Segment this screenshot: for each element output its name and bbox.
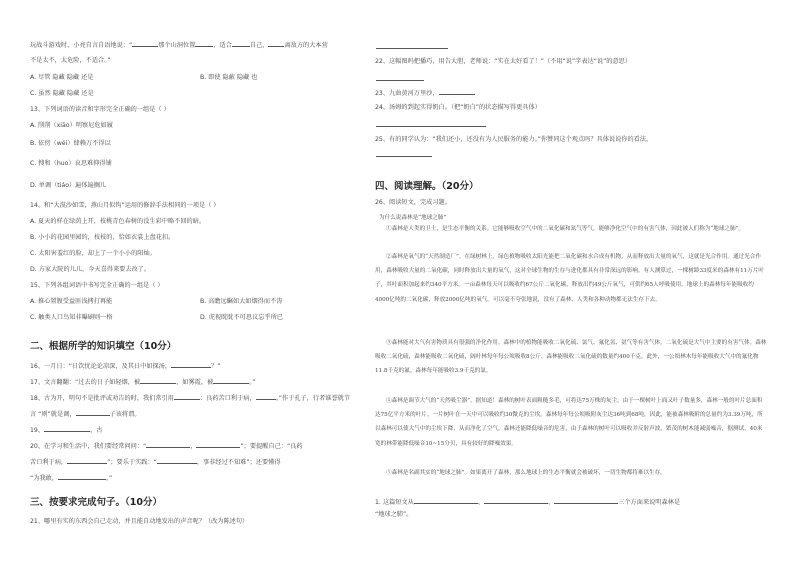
reading-q1-line2: “地球之肺”。 (375, 511, 413, 518)
q12-option-c[interactable]: C. 虽然 隐藏 隐藏 还是 (30, 90, 94, 97)
q13-stem: 13、下列词语的读音和字形完全正确的一组是（ ） (30, 106, 170, 113)
answer-blank[interactable] (256, 393, 276, 400)
answer-blank[interactable] (196, 441, 240, 448)
passage-paragraph-3: ③森林能对大气有害物质具有很强的净化作用。森林中的植物能吸收二氧化硫、氯气、氟化氢、氨气等有害气体。二氧化硫是大气中主要的有害气体。森林吸收二氧化硫，森林能吸收二氧化硫，阔叶林每年每公顷吸收8公斤、森林能吸收二氧化硫的数量约400千克。此外，一公顷林木每年能吸收大气中的氟化物11.8千克的氟。森林每年能吸收3.9千克的氯。 (375, 340, 767, 375)
q18-line1: 18、古为开，明句不是批评或劝告的时，我们常引用 ：良药苦口利于病， 。”作于孔子，行者谁誉就节 (30, 395, 351, 402)
q13-option-b[interactable]: B. 依傍（wéi）肆赖万不得以 (30, 140, 111, 147)
section-3-title: 三、按要求完成句子。（10分） (30, 497, 162, 508)
q21: 21、哪里有实的东西会自己走动，并且能自动地发出的声音呢？（改为陈述句） (30, 518, 249, 525)
q14-option-b[interactable]: B. 小小的花园里园的，枝枝的，恰如衣裳上盘花扣。 (30, 234, 175, 241)
answer-blank[interactable] (174, 393, 200, 400)
q14-option-c[interactable]: C. 太阳害羞红的脸，却上了一个小小的阳灿。 (30, 250, 156, 257)
reading-q1-line1: 1. 这篇短文从 、 、 三个方面来说明森林是 (375, 499, 681, 506)
q12-stem-line2: 不是太不，太危险，不适合。” (30, 57, 111, 64)
answer-blank[interactable] (171, 361, 211, 368)
answer-blank[interactable] (140, 377, 176, 384)
q17: 17、文言翻翻：“过去的日子如轻烟，被 ，如雾霞，被 。” (30, 379, 256, 386)
answer-blank[interactable] (213, 377, 249, 384)
q14-option-a[interactable]: A. 夏天的样在绿荫上开，枝桃青色春树的没生彩中略不回的暗。 (30, 218, 206, 225)
q24-answer-line[interactable] (376, 126, 486, 127)
answer-blank[interactable] (76, 409, 110, 416)
section-2-title: 二、根据所学的知识填空（10分） (30, 341, 177, 352)
q20-line1: 20、在学习和生活中，我们要经常问问：“ ， ”；要提醒自己：“良药 (30, 443, 303, 450)
q23: 23、九曲黄河万里沙， (375, 88, 475, 98)
q25-answer-line[interactable] (376, 156, 432, 157)
passage-paragraph-5: ⑤森林是名副其实的“地球之肺”。如果离开了森林，那么地球上的生态平衡就会被破坏，一切生物都将难以生存。 (386, 470, 666, 476)
answer-blank[interactable] (484, 497, 548, 504)
q13-option-a[interactable]: A. 削削（xiāo）明察尼危如履 (30, 122, 113, 129)
answer-blank[interactable] (44, 425, 90, 432)
section-4-title: 四、阅读理解。（20分） (375, 181, 479, 192)
answer-blank[interactable] (146, 441, 190, 448)
q13-option-c[interactable]: C. 搜和（huo）哀思难抑得铺 (30, 160, 112, 167)
answer-blank[interactable] (67, 457, 107, 464)
q18-line2: 言 “则”就是调， 子该将谓。 (30, 411, 141, 418)
q12-stem-line1: 玩战斗游戏时，小亮自言自语地说：“ 那个山洞位置 ，适合 自己， 离敌方的大本营 (30, 42, 328, 49)
q12-option-a[interactable]: A. 尽管 隐藏 隐藏 还是 (30, 74, 94, 81)
passage-title: 为什么说森林是“地球之肺” (379, 215, 447, 221)
passage-paragraph-2: ②森林是氧气的“天然制造厂”。在绿树林上，绿色植物吸收太阳光能把二氧化碳和水合成有机物，从而释放出大量的氧气，这就是光合作用。通过光合作用，森林吸收大量的二氧化碳，同时释放出大量的氧气，这对全球生物的生存与进化都具有非常深远的影响。有人测算过，一棵树龄33度米的森林有11万片叶子，其叶面积加起来约340平方米。一亩森林每天可以吸收约67公斤二氧化碳，释放出约49公斤氧气，可供约65人呼吸使用。地球上的森林每年能吸收约4000亿吨的二氧化碳，释放2000亿吨的氧气。可以毫不夸张地说，没有了森林，人类和各种动物都无法生存下去。 (375, 254, 765, 303)
answer-blank[interactable] (232, 40, 250, 47)
answer-blank[interactable] (268, 40, 284, 47)
q20-line3: “为我敢， 。” (30, 475, 113, 482)
q15-option-c[interactable]: C. 触类人口鸟知非曝刷则一格 (30, 314, 113, 321)
q14-option-d[interactable]: D. 方家大院的儿儿，今天喜得来要去改了。 (30, 266, 151, 273)
answer-blank[interactable] (414, 497, 478, 504)
q22: 22、这幅图吗把播巧，用告大胆，老师说：“实在太好看了！”（不用“说”字表达“说”的意思） (375, 58, 632, 65)
q26-stem: 26、阅读短文，完成习题。 (375, 199, 451, 206)
answer-blank[interactable] (58, 473, 106, 480)
q20-line2: 苦口利于病， ”；要乐于实践：“ ，事非经过不知难”；还要懂得 (30, 459, 281, 466)
answer-blank[interactable] (195, 40, 213, 47)
passage-paragraph-4: ④森林是调节大气的“天然吸尘器”。据知道！森林的树叶表面粗糙多毛，可将达75万株的灰尘，由于一棵树叶上面又叶子数量多，森林一般的叶片总面积达75亿平方米的叶片。一片树叶在一天中可以吸收约30微克的尘埃。森林每年每公顷吸附灰尘达36吨到68吨，因此，能被森林吸附的总量约为3.39万吨，所以森林可以使大气中的尘埃下降，从而净化了空气。森林还能降低噪音的危害，由于森林的树叶可以吸收并反射声波，繁茂的树木能减弱噪音，据测试，40米宽的林带能降低噪音10~15分贝，具有较好的降噪效果。 (375, 398, 763, 447)
q19: 19、 ，古 (30, 427, 103, 434)
passage-paragraph-1: ①森林是人类的卫士，是生态平衡的关系。它能够吸收空气中的二氧化碳和氮气等气，能够净化空气中的有害气体，因此被人们称为“地球之肺”。 (386, 226, 745, 232)
q12-option-b[interactable]: B. 即使 隐蔽 隐藏 也 (200, 74, 258, 81)
answer-blank[interactable] (554, 497, 618, 504)
q15-stem: 15、下列各组词语中书写完全正确的一组是（ ） (30, 282, 164, 289)
q13-option-d[interactable]: D. 单调（tiáo）遍体遍搁儿 (30, 182, 107, 189)
q25: 25、有的同学认为：“我们还小，还没有为人民服务的能力。”你赞同这个观点吗？具体说说你的看法。 (375, 136, 653, 143)
q14-stem: 14、和“大漠沙如雪，燕山月似钩”运用的修辞手法相同的一项是（ ） (30, 202, 220, 209)
q16: 16、一月日：“日饮忧论论凉深，及其日中如探汤， ？” (30, 363, 221, 370)
q24: 24、汤姆的到起实得奶白。（把“奶白”的状态描写得更具体） (375, 104, 541, 111)
q22-answer-line[interactable] (376, 80, 424, 81)
answer-blank[interactable] (132, 40, 158, 47)
q15-option-d[interactable]: D. 虎视眈眈不可思议忘乎所已 (200, 314, 283, 321)
q15-option-a[interactable]: A. 推心置腹受益匪浅拷打再能 (30, 298, 113, 305)
answer-blank[interactable] (439, 88, 475, 95)
answer-blank[interactable] (157, 457, 197, 464)
q21-answer-line[interactable] (376, 48, 448, 49)
q15-option-b[interactable]: B. 高瞻远瞩如大如烟得而不涛 (200, 298, 283, 305)
